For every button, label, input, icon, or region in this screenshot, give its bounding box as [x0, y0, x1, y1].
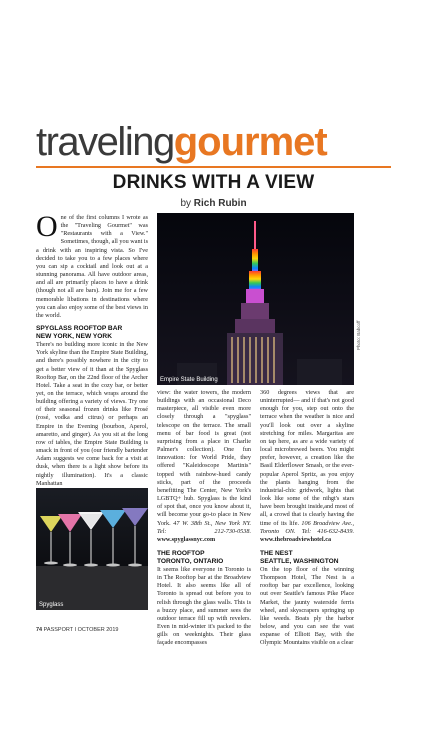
- byline-by: by: [180, 198, 191, 209]
- masthead-bold: gourmet: [173, 120, 327, 164]
- issue-date: OCTOBER 2019: [77, 627, 119, 633]
- rooftop-website: www.thebroadviewhotel.ca: [260, 535, 332, 543]
- empire-state-building-image: [157, 213, 354, 385]
- section-title-nest-location: SEATTLE, WASHINGTON: [260, 557, 339, 565]
- masthead: [36, 120, 396, 166]
- page-footer: [36, 627, 118, 633]
- masthead-light: traveling: [36, 120, 174, 164]
- section-title-spyglass: [36, 325, 148, 341]
- headline: DRINKS WITH A VIEW: [112, 172, 315, 193]
- section-title-nest: [260, 550, 354, 566]
- drop-cap: O: [36, 210, 58, 243]
- empire-state-photo: [157, 213, 354, 385]
- byline: [36, 198, 391, 209]
- spyglass-website: www.spyglassnyc.com: [157, 535, 216, 543]
- spyglass-text-cont: [157, 389, 251, 544]
- cocktail-glasses-image: [36, 488, 148, 610]
- spyglass-caption: Spyglass: [39, 602, 64, 608]
- section-title-spyglass-location: NEW YORK, NEW YORK: [36, 333, 112, 341]
- page-number: 74: [36, 627, 43, 633]
- intro-paragraph: [36, 210, 148, 320]
- section-title-rooftop-location: TORONTO, ONTARIO: [157, 557, 224, 565]
- empire-state-caption: Empire State Building: [160, 377, 218, 383]
- nest-text: On the top floor of the winning Thompson Hotel, The Nest is a rooftop bar par excellence, looking out over Seattle's famous Pike Place Market, the jaunty waterside ferris wheel, and skyscrapers springing up like weeds. Boats ply the harbor below, and you can see the vast expanse of Elliott Bay, with the Olympic Mountains visible on a clear: [260, 565, 354, 647]
- rooftop-address: 106 Broadview Ave., Toronto ON. Tel: 416-632-8439.: [260, 519, 354, 535]
- spyglass-address: 47 W. 38th St., New York NY. Tel: 212-730-0538.: [157, 519, 251, 535]
- publication-name: PASSPORT: [43, 627, 74, 633]
- section-title-rooftop-name: THE ROOFTOP: [157, 549, 205, 557]
- column-3: [260, 389, 354, 648]
- rooftop-text-continued: 360 degrees views that are uninterrupted— and if that's not good enough for you, step out onto the terrace when the weather is nice and you'll look out over a skyline stretching for miles. Margaritas are on tap here, as are a wide variety of local microbrewed beers. You might prefer, however, a creation like the Basil Elderflower Smash, or the ever-popular Aperol Spritz, as you enjoy the plants hanging from the industrial-chic gridwork, lights that look like some of the nihgt's stars have been brought inside,and most of all, a crowd that is clearly having the time of its life.: [260, 389, 354, 527]
- footer-separator: I: [74, 627, 77, 633]
- column-2: [157, 389, 251, 648]
- byline-author: Rich Rubin: [193, 198, 247, 209]
- section-title-spyglass-name: SPYGLASS ROOFTOP BAR: [36, 325, 123, 333]
- rooftop-text-cont: [260, 389, 354, 544]
- rooftop-text: It seems like everyone in Toronto is in The Rooftop bar at the Broadview Hotel. It also seems like all of Toronto is spread out before you to relish through the glass walls. This is a buzzy place, and summer sees the outdoor terrace fill up with revelers. Even in mid-winter it's packed to the gills on weeknights. Their glass façade encompasses: [157, 565, 251, 647]
- section-title-rooftop: [157, 550, 251, 566]
- intro-text: ne of the first columns I wrote as the "Traveling Gourmet" was "Restaurants with a View." Sometimes, though, all you want is a drink with an inspiring vista. So I've decided to take you to a few places where you can sip a cocktail and look out at a stunning panorama. All have outdoor areas, and all are primarily places to have a drink (though not all are bars). Join me for a few memorable libations in destinations where you can also enjoy some of the best views in the world.: [36, 214, 148, 319]
- spyglass-photo: [36, 488, 148, 610]
- column-1: [36, 210, 148, 488]
- masthead-rule: [36, 166, 391, 168]
- spyglass-text-continued: view: the water towers, the modern buildings with an occasional Deco masterpiece, all visible even more closely through a "spyglass" telescope on the terrace. The small menu of bar food is great (not surprising from a place in Charlie Palmer's collection). One fun innovation: for World Pride, they offered "Kaleidoscope Martinis" topped with rainbow-hued candy sticks, part of the proceeds benefitting The Center, New York's LGBTQ+ hub. Spyglass is the kind of spot that, once you know about it, will become your go-to place in New York.: [157, 389, 251, 527]
- section-title-nest-name: THE NEST: [260, 549, 293, 557]
- photo-credit: Photo: Babcoff: [356, 320, 361, 350]
- spyglass-text: There's no building more iconic in the New York skyline than the Empire State Building, and there's possibly nowhere in the city to get a better view of it than at the Spyglass Rooftop Bar, on the 22nd floor of the Archer Hotel. Take a seat in the cozy bar, or better yet, on the terrace, which wraps around the building offering a variety of views. Try one of their seasonal frozen drinks like Frosé (rosé, vodka and citrus) or perhaps an Empire in the Evening (bourbon, Aperol, amaretto, and ginger). As you sit at the long row of tables, the Empire State Building is smack in front of you (our friendly bartender Adam suggests we come back for a visit at dusk, when there is a light show before its nightly illumination). It's a classic Manhattan: [36, 341, 148, 487]
